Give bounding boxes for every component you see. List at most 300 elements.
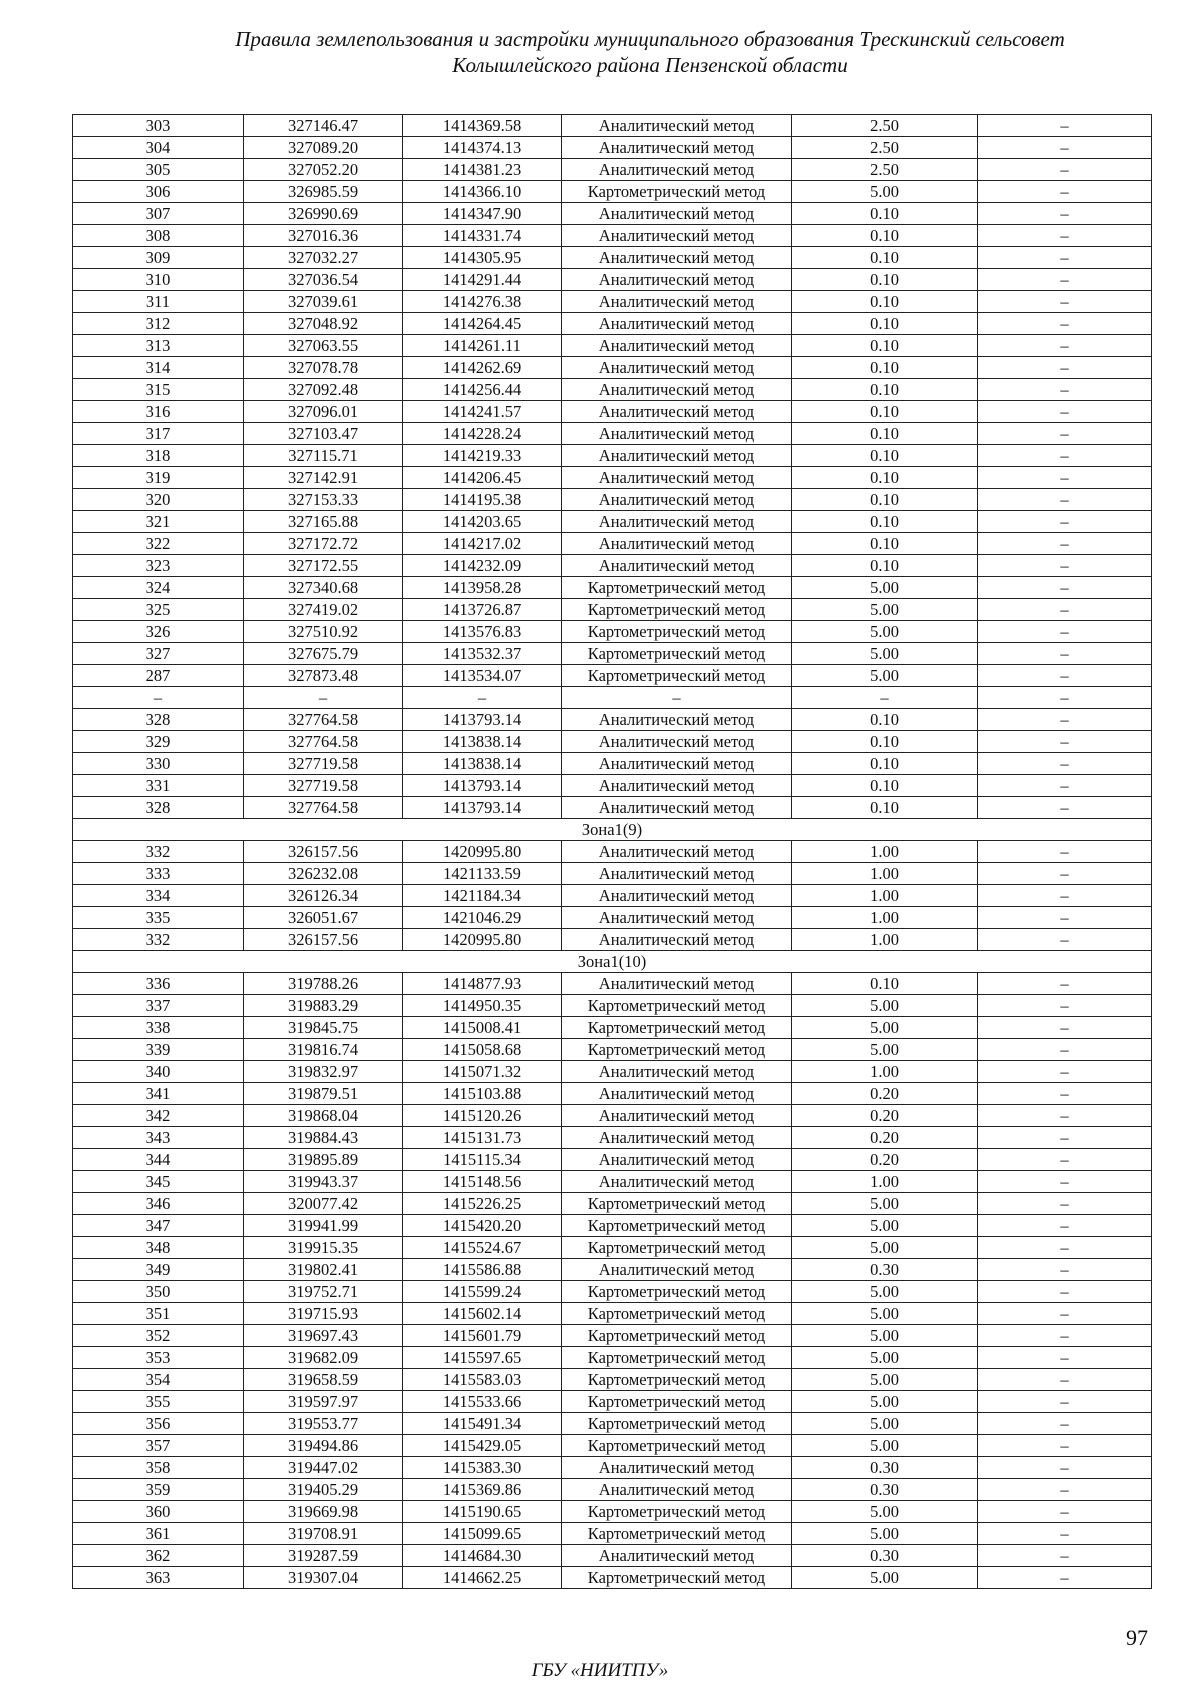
method-cell: Аналитический метод: [562, 973, 792, 995]
method-cell: Аналитический метод: [562, 1105, 792, 1127]
x-coordinate-cell: 327172.55: [244, 555, 403, 577]
method-cell: Аналитический метод: [562, 797, 792, 819]
accuracy-cell: –: [792, 687, 978, 709]
point-number-cell: 362: [73, 1545, 244, 1567]
accuracy-cell: 5.00: [792, 1435, 978, 1457]
x-coordinate-cell: 327340.68: [244, 577, 403, 599]
accuracy-cell: 1.00: [792, 1061, 978, 1083]
method-cell: Картометрический метод: [562, 1369, 792, 1391]
note-cell: –: [978, 1369, 1152, 1391]
y-coordinate-cell: 1414347.90: [403, 203, 562, 225]
zone-title-cell: Зона1(9): [73, 819, 1152, 841]
y-coordinate-cell: 1414256.44: [403, 379, 562, 401]
method-cell: Аналитический метод: [562, 1171, 792, 1193]
table-row: [73, 907, 1152, 929]
method-cell: Аналитический метод: [562, 357, 792, 379]
x-coordinate-cell: 326990.69: [244, 203, 403, 225]
y-coordinate-cell: 1413793.14: [403, 797, 562, 819]
x-coordinate-cell: 327165.88: [244, 511, 403, 533]
point-number-cell: 310: [73, 269, 244, 291]
point-number-cell: 327: [73, 643, 244, 665]
y-coordinate-cell: 1415115.34: [403, 1149, 562, 1171]
x-coordinate-cell: 319788.26: [244, 973, 403, 995]
x-coordinate-cell: 319715.93: [244, 1303, 403, 1325]
accuracy-cell: 5.00: [792, 1017, 978, 1039]
y-coordinate-cell: 1415058.68: [403, 1039, 562, 1061]
point-number-cell: 356: [73, 1413, 244, 1435]
x-coordinate-cell: 327142.91: [244, 467, 403, 489]
accuracy-cell: 5.00: [792, 577, 978, 599]
x-coordinate-cell: 327048.92: [244, 313, 403, 335]
method-cell: Аналитический метод: [562, 1545, 792, 1567]
note-cell: –: [978, 159, 1152, 181]
accuracy-cell: 0.10: [792, 709, 978, 731]
table-row: [73, 1259, 1152, 1281]
point-number-cell: 346: [73, 1193, 244, 1215]
note-cell: –: [978, 907, 1152, 929]
method-cell: Аналитический метод: [562, 291, 792, 313]
accuracy-cell: 1.00: [792, 929, 978, 951]
y-coordinate-cell: 1414331.74: [403, 225, 562, 247]
note-cell: –: [978, 467, 1152, 489]
x-coordinate-cell: 327153.33: [244, 489, 403, 511]
x-coordinate-cell: 319941.99: [244, 1215, 403, 1237]
x-coordinate-cell: 319868.04: [244, 1105, 403, 1127]
table-row: [73, 335, 1152, 357]
y-coordinate-cell: 1421046.29: [403, 907, 562, 929]
method-cell: Аналитический метод: [562, 1149, 792, 1171]
note-cell: –: [978, 1281, 1152, 1303]
table-row: [73, 1545, 1152, 1567]
method-cell: Аналитический метод: [562, 489, 792, 511]
table-row: [73, 511, 1152, 533]
note-cell: –: [978, 137, 1152, 159]
note-cell: –: [978, 1083, 1152, 1105]
x-coordinate-cell: 319816.74: [244, 1039, 403, 1061]
y-coordinate-cell: 1420995.80: [403, 841, 562, 863]
y-coordinate-cell: 1414203.65: [403, 511, 562, 533]
table-row: [73, 1303, 1152, 1325]
y-coordinate-cell: 1414381.23: [403, 159, 562, 181]
note-cell: –: [978, 423, 1152, 445]
accuracy-cell: 5.00: [792, 1039, 978, 1061]
note-cell: –: [978, 709, 1152, 731]
accuracy-cell: 2.50: [792, 159, 978, 181]
table-row: [73, 885, 1152, 907]
point-number-cell: 312: [73, 313, 244, 335]
accuracy-cell: 1.00: [792, 863, 978, 885]
table-row: [73, 1039, 1152, 1061]
method-cell: Аналитический метод: [562, 1061, 792, 1083]
point-number-cell: 323: [73, 555, 244, 577]
point-number-cell: 287: [73, 665, 244, 687]
method-cell: Картометрический метод: [562, 621, 792, 643]
note-cell: –: [978, 1215, 1152, 1237]
table-row: [73, 467, 1152, 489]
table-row: [73, 973, 1152, 995]
y-coordinate-cell: 1414369.58: [403, 115, 562, 137]
method-cell: Картометрический метод: [562, 643, 792, 665]
table-row: [73, 665, 1152, 687]
table-row: [73, 1215, 1152, 1237]
method-cell: Картометрический метод: [562, 1523, 792, 1545]
point-number-cell: 314: [73, 357, 244, 379]
x-coordinate-cell: 327675.79: [244, 643, 403, 665]
coordinates-table: [72, 114, 1152, 1589]
method-cell: Картометрический метод: [562, 1039, 792, 1061]
x-coordinate-cell: 319752.71: [244, 1281, 403, 1303]
x-coordinate-cell: 327719.58: [244, 753, 403, 775]
accuracy-cell: 0.10: [792, 401, 978, 423]
point-number-cell: 344: [73, 1149, 244, 1171]
point-number-cell: 354: [73, 1369, 244, 1391]
y-coordinate-cell: 1415131.73: [403, 1127, 562, 1149]
y-coordinate-cell: 1415148.56: [403, 1171, 562, 1193]
y-coordinate-cell: 1413726.87: [403, 599, 562, 621]
point-number-cell: 342: [73, 1105, 244, 1127]
table-row: [73, 159, 1152, 181]
note-cell: –: [978, 1567, 1152, 1589]
accuracy-cell: 5.00: [792, 1567, 978, 1589]
note-cell: –: [978, 1105, 1152, 1127]
x-coordinate-cell: 319307.04: [244, 1567, 403, 1589]
table-row: [73, 599, 1152, 621]
x-coordinate-cell: 327719.58: [244, 775, 403, 797]
x-coordinate-cell: 327764.58: [244, 731, 403, 753]
method-cell: Аналитический метод: [562, 467, 792, 489]
table-row: [73, 753, 1152, 775]
note-cell: –: [978, 1303, 1152, 1325]
point-number-cell: 313: [73, 335, 244, 357]
method-cell: Аналитический метод: [562, 885, 792, 907]
point-number-cell: 355: [73, 1391, 244, 1413]
table-row: [73, 643, 1152, 665]
point-number-cell: 320: [73, 489, 244, 511]
x-coordinate-cell: 319669.98: [244, 1501, 403, 1523]
x-coordinate-cell: 319884.43: [244, 1127, 403, 1149]
note-cell: –: [978, 885, 1152, 907]
table-row: [73, 1193, 1152, 1215]
note-cell: –: [978, 1171, 1152, 1193]
method-cell: Картометрический метод: [562, 1237, 792, 1259]
table-row: [73, 269, 1152, 291]
accuracy-cell: 5.00: [792, 1347, 978, 1369]
note-cell: –: [978, 313, 1152, 335]
y-coordinate-cell: 1414264.45: [403, 313, 562, 335]
table-row: [73, 555, 1152, 577]
note-cell: –: [978, 863, 1152, 885]
accuracy-cell: 0.30: [792, 1457, 978, 1479]
point-number-cell: 303: [73, 115, 244, 137]
y-coordinate-cell: 1415597.65: [403, 1347, 562, 1369]
point-number-cell: 308: [73, 225, 244, 247]
coordinates-table-body: [73, 115, 1152, 1589]
table-row: [73, 1413, 1152, 1435]
point-number-cell: 321: [73, 511, 244, 533]
x-coordinate-cell: 327764.58: [244, 797, 403, 819]
y-coordinate-cell: 1415120.26: [403, 1105, 562, 1127]
note-cell: –: [978, 665, 1152, 687]
accuracy-cell: 5.00: [792, 1523, 978, 1545]
x-coordinate-cell: 320077.42: [244, 1193, 403, 1215]
x-coordinate-cell: 326157.56: [244, 841, 403, 863]
x-coordinate-cell: 319895.89: [244, 1149, 403, 1171]
y-coordinate-cell: 1415602.14: [403, 1303, 562, 1325]
point-number-cell: 328: [73, 709, 244, 731]
method-cell: Картометрический метод: [562, 1413, 792, 1435]
accuracy-cell: 0.10: [792, 753, 978, 775]
x-coordinate-cell: 319879.51: [244, 1083, 403, 1105]
point-number-cell: 311: [73, 291, 244, 313]
method-cell: Аналитический метод: [562, 247, 792, 269]
accuracy-cell: 5.00: [792, 1281, 978, 1303]
accuracy-cell: 0.10: [792, 269, 978, 291]
point-number-cell: 350: [73, 1281, 244, 1303]
point-number-cell: 337: [73, 995, 244, 1017]
method-cell: Картометрический метод: [562, 1347, 792, 1369]
y-coordinate-cell: 1415369.86: [403, 1479, 562, 1501]
point-number-cell: 328: [73, 797, 244, 819]
table-row: [73, 445, 1152, 467]
table-row: [73, 115, 1152, 137]
method-cell: Аналитический метод: [562, 137, 792, 159]
x-coordinate-cell: 319883.29: [244, 995, 403, 1017]
method-cell: Картометрический метод: [562, 995, 792, 1017]
point-number-cell: 304: [73, 137, 244, 159]
accuracy-cell: 0.10: [792, 313, 978, 335]
note-cell: –: [978, 445, 1152, 467]
note-cell: –: [978, 181, 1152, 203]
y-coordinate-cell: 1414276.38: [403, 291, 562, 313]
note-cell: –: [978, 643, 1152, 665]
table-row: [73, 709, 1152, 731]
y-coordinate-cell: 1414228.24: [403, 423, 562, 445]
note-cell: –: [978, 225, 1152, 247]
note-cell: –: [978, 973, 1152, 995]
note-cell: –: [978, 1061, 1152, 1083]
accuracy-cell: 0.10: [792, 247, 978, 269]
note-cell: –: [978, 1545, 1152, 1567]
note-cell: –: [978, 1347, 1152, 1369]
x-coordinate-cell: 327092.48: [244, 379, 403, 401]
note-cell: –: [978, 533, 1152, 555]
y-coordinate-cell: 1421184.34: [403, 885, 562, 907]
x-coordinate-cell: 327146.47: [244, 115, 403, 137]
method-cell: Аналитический метод: [562, 1259, 792, 1281]
point-number-cell: –: [73, 687, 244, 709]
point-number-cell: 317: [73, 423, 244, 445]
point-number-cell: 347: [73, 1215, 244, 1237]
note-cell: –: [978, 599, 1152, 621]
method-cell: Аналитический метод: [562, 929, 792, 951]
x-coordinate-cell: 327063.55: [244, 335, 403, 357]
x-coordinate-cell: 319915.35: [244, 1237, 403, 1259]
point-number-cell: 318: [73, 445, 244, 467]
method-cell: –: [562, 687, 792, 709]
table-row: [73, 797, 1152, 819]
note-cell: –: [978, 1523, 1152, 1545]
page-number: 97: [1126, 1625, 1148, 1650]
note-cell: –: [978, 1127, 1152, 1149]
method-cell: Аналитический метод: [562, 841, 792, 863]
y-coordinate-cell: 1415586.88: [403, 1259, 562, 1281]
y-coordinate-cell: 1413958.28: [403, 577, 562, 599]
method-cell: Картометрический метод: [562, 1017, 792, 1039]
y-coordinate-cell: 1415071.32: [403, 1061, 562, 1083]
method-cell: Аналитический метод: [562, 555, 792, 577]
table-row: [73, 1083, 1152, 1105]
table-row: [73, 1435, 1152, 1457]
y-coordinate-cell: 1414261.11: [403, 335, 562, 357]
method-cell: Аналитический метод: [562, 731, 792, 753]
method-cell: Картометрический метод: [562, 1281, 792, 1303]
method-cell: Аналитический метод: [562, 203, 792, 225]
table-row: [73, 577, 1152, 599]
table-row: [73, 1347, 1152, 1369]
note-cell: –: [978, 291, 1152, 313]
x-coordinate-cell: 327096.01: [244, 401, 403, 423]
point-number-cell: 363: [73, 1567, 244, 1589]
accuracy-cell: 0.10: [792, 731, 978, 753]
point-number-cell: 331: [73, 775, 244, 797]
accuracy-cell: 5.00: [792, 1237, 978, 1259]
accuracy-cell: 0.10: [792, 489, 978, 511]
note-cell: –: [978, 1039, 1152, 1061]
x-coordinate-cell: 326232.08: [244, 863, 403, 885]
accuracy-cell: 0.10: [792, 379, 978, 401]
point-number-cell: 357: [73, 1435, 244, 1457]
point-number-cell: 343: [73, 1127, 244, 1149]
note-cell: –: [978, 1259, 1152, 1281]
accuracy-cell: 0.10: [792, 335, 978, 357]
method-cell: Аналитический метод: [562, 115, 792, 137]
note-cell: –: [978, 401, 1152, 423]
y-coordinate-cell: 1413534.07: [403, 665, 562, 687]
method-cell: Аналитический метод: [562, 379, 792, 401]
method-cell: Аналитический метод: [562, 401, 792, 423]
point-number-cell: 349: [73, 1259, 244, 1281]
note-cell: –: [978, 577, 1152, 599]
y-coordinate-cell: 1415420.20: [403, 1215, 562, 1237]
table-row: [73, 1369, 1152, 1391]
table-row: [73, 1501, 1152, 1523]
note-cell: –: [978, 203, 1152, 225]
x-coordinate-cell: 327103.47: [244, 423, 403, 445]
y-coordinate-cell: 1414219.33: [403, 445, 562, 467]
point-number-cell: 326: [73, 621, 244, 643]
y-coordinate-cell: 1414305.95: [403, 247, 562, 269]
table-row: [73, 841, 1152, 863]
method-cell: Аналитический метод: [562, 775, 792, 797]
y-coordinate-cell: 1414366.10: [403, 181, 562, 203]
method-cell: Картометрический метод: [562, 181, 792, 203]
method-cell: Картометрический метод: [562, 1435, 792, 1457]
x-coordinate-cell: 327172.72: [244, 533, 403, 555]
note-cell: –: [978, 1435, 1152, 1457]
method-cell: Картометрический метод: [562, 1391, 792, 1413]
method-cell: Картометрический метод: [562, 1193, 792, 1215]
point-number-cell: 359: [73, 1479, 244, 1501]
x-coordinate-cell: 327078.78: [244, 357, 403, 379]
point-number-cell: 341: [73, 1083, 244, 1105]
note-cell: –: [978, 1457, 1152, 1479]
y-coordinate-cell: 1415190.65: [403, 1501, 562, 1523]
table-row: [73, 1391, 1152, 1413]
accuracy-cell: 0.10: [792, 533, 978, 555]
y-coordinate-cell: 1414950.35: [403, 995, 562, 1017]
accuracy-cell: 5.00: [792, 1413, 978, 1435]
accuracy-cell: 1.00: [792, 907, 978, 929]
y-coordinate-cell: 1414262.69: [403, 357, 562, 379]
accuracy-cell: 5.00: [792, 621, 978, 643]
x-coordinate-cell: 326051.67: [244, 907, 403, 929]
y-coordinate-cell: 1415533.66: [403, 1391, 562, 1413]
table-row: [73, 423, 1152, 445]
table-row: [73, 731, 1152, 753]
accuracy-cell: 0.10: [792, 445, 978, 467]
accuracy-cell: 5.00: [792, 1325, 978, 1347]
accuracy-cell: 5.00: [792, 1215, 978, 1237]
y-coordinate-cell: 1415601.79: [403, 1325, 562, 1347]
point-number-cell: 338: [73, 1017, 244, 1039]
table-row: [73, 929, 1152, 951]
y-coordinate-cell: 1413838.14: [403, 753, 562, 775]
table-row: [73, 401, 1152, 423]
y-coordinate-cell: 1415226.25: [403, 1193, 562, 1215]
table-row: [73, 1281, 1152, 1303]
table-row: [73, 357, 1152, 379]
method-cell: Картометрический метод: [562, 1501, 792, 1523]
table-row: [73, 291, 1152, 313]
y-coordinate-cell: 1414684.30: [403, 1545, 562, 1567]
x-coordinate-cell: 327115.71: [244, 445, 403, 467]
header-title-line1: Правила землепользования и застройки муниципального образования Трескинский сельсовет: [235, 27, 1065, 51]
note-cell: –: [978, 489, 1152, 511]
accuracy-cell: 5.00: [792, 995, 978, 1017]
point-number-cell: 340: [73, 1061, 244, 1083]
x-coordinate-cell: 326126.34: [244, 885, 403, 907]
table-row: [73, 379, 1152, 401]
y-coordinate-cell: 1415099.65: [403, 1523, 562, 1545]
table-row: [73, 1149, 1152, 1171]
point-number-cell: 333: [73, 863, 244, 885]
point-number-cell: 322: [73, 533, 244, 555]
point-number-cell: 348: [73, 1237, 244, 1259]
table-row: [73, 225, 1152, 247]
note-cell: –: [978, 731, 1152, 753]
point-number-cell: 306: [73, 181, 244, 203]
point-number-cell: 305: [73, 159, 244, 181]
note-cell: –: [978, 929, 1152, 951]
x-coordinate-cell: 327419.02: [244, 599, 403, 621]
x-coordinate-cell: 319845.75: [244, 1017, 403, 1039]
table-row: [73, 1237, 1152, 1259]
x-coordinate-cell: 319405.29: [244, 1479, 403, 1501]
note-cell: –: [978, 775, 1152, 797]
accuracy-cell: 0.10: [792, 511, 978, 533]
x-coordinate-cell: 327873.48: [244, 665, 403, 687]
accuracy-cell: 5.00: [792, 1369, 978, 1391]
y-coordinate-cell: 1414206.45: [403, 467, 562, 489]
accuracy-cell: 5.00: [792, 1501, 978, 1523]
method-cell: Аналитический метод: [562, 269, 792, 291]
accuracy-cell: 5.00: [792, 665, 978, 687]
y-coordinate-cell: 1414195.38: [403, 489, 562, 511]
point-number-cell: 361: [73, 1523, 244, 1545]
y-coordinate-cell: 1414232.09: [403, 555, 562, 577]
x-coordinate-cell: 327089.20: [244, 137, 403, 159]
point-number-cell: 339: [73, 1039, 244, 1061]
